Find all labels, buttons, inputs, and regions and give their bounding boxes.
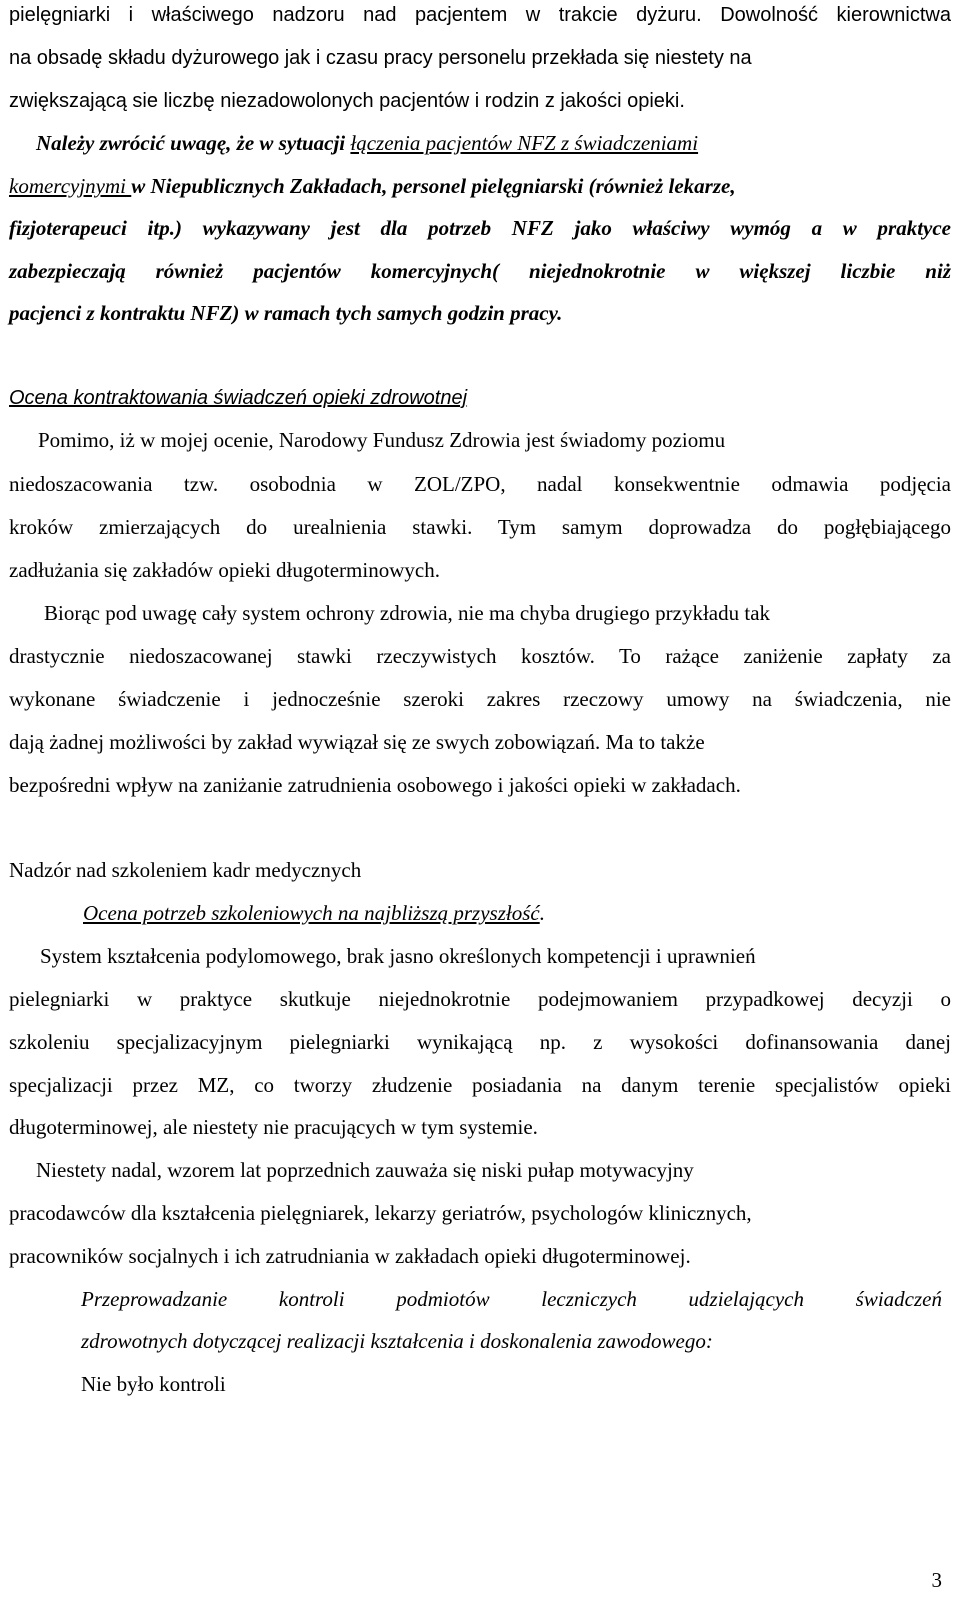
- control-heading-line-1: Przeprowadzanie kontroli podmiotów leczniczych udzielających świadczeń: [81, 1287, 942, 1311]
- intro-line-1: pielęgniarki i właściwego nadzoru nad pacjentem w trakcie dyżuru. Dowolność kierownictwa: [9, 4, 951, 26]
- nfz-note-line-3: fizjoterapeuci itp.) wykazywany jest dla potrzeb NFZ jako właściwy wymóg a w praktyce: [9, 216, 951, 240]
- training-subheading: [83, 903, 951, 924]
- page-number: 3: [931, 1568, 942, 1592]
- training-para1-line-3: szkoleniu specjalizacyjnym pielegniarki wynikającą np. z wysokości dofinansowania danej: [9, 1030, 951, 1054]
- contracting-heading: Ocena kontraktowania świadczeń opieki zdrowotnej: [9, 387, 468, 409]
- nfz-note-line-5: pacjenci z kontraktu NFZ) w ramach tych samych godzin pracy.: [9, 301, 563, 325]
- control-result: Nie było kontroli: [81, 1372, 226, 1396]
- contracting-para2-line-3: wykonane świadczenie i jednocześnie szeroki zakres rzeczowy umowy na świadczenia, nie: [9, 687, 951, 711]
- training-para1-line-1: System kształcenia podylomowego, brak jasno określonych kompetencji i uprawnień: [40, 944, 756, 968]
- training-para2-line-1: Niestety nadal, wzorem lat poprzednich zauważa się niski pułap motywacyjny: [36, 1158, 694, 1182]
- contracting-para2-line-4: dają żadnej możliwości by zakład wywiązał się ze swych zobowiązań. Ma to także: [9, 730, 705, 754]
- nfz-note-underlined-1: łączenia pacjentów NFZ z świadczeniami: [350, 131, 699, 155]
- training-subheading-period: .: [539, 901, 545, 925]
- nfz-note-underlined-2: komercyjnymi: [9, 174, 132, 198]
- contracting-para2-line-2: drastycznie niedoszacowanej stawki rzeczywistych kosztów. To rażące zaniżenie zapłaty za: [9, 644, 951, 668]
- contracting-para1-line-1: Pomimo, iż w mojej ocenie, Narodowy Fundusz Zdrowia jest świadomy poziomu: [38, 428, 726, 452]
- training-para2-line-2: pracodawców dla kształcenia pielęgniarek, lekarzy geriatrów, psychologów klinicznych,: [9, 1201, 752, 1225]
- training-para1-line-2: pielegniarki w praktyce skutkuje niejednokrotnie podejmowaniem przypadkowej decyzji o: [9, 987, 951, 1011]
- nfz-note-line-4: zabezpieczają również pacjentów komercyjnych( niejednokrotnie w większej liczbie niż: [9, 259, 951, 283]
- nfz-note-line-1: [36, 133, 951, 154]
- nfz-note-suffix: w Niepublicznych Zakładach, personel pielęgniarski (również lekarze,: [131, 174, 736, 198]
- control-heading-line-2: zdrowotnych dotyczącej realizacji kształcenia i doskonalenia zawodowego:: [81, 1329, 713, 1353]
- contracting-para2-line-5: bezpośredni wpływ na zaniżanie zatrudnienia osobowego i jakości opieki w zakładach.: [9, 773, 741, 797]
- training-subheading-text: Ocena potrzeb szkoleniowych na najbliższą przyszłość: [83, 901, 540, 925]
- contracting-para1-line-4: zadłużania się zakładów opieki długoterminowych.: [9, 558, 440, 582]
- contracting-para1-line-2: niedoszacowania tzw. osobodnia w ZOL/ZPO, nadal konsekwentnie odmawia podjęcia: [9, 472, 951, 496]
- intro-line-3: zwiększającą sie liczbę niezadowolonych pacjentów i rodzin z jakości opieki.: [9, 90, 685, 112]
- nfz-note-line-2: [9, 176, 951, 197]
- nfz-note-prefix: Należy zwrócić uwagę, że w sytuacji: [36, 131, 351, 155]
- training-heading: Nadzór nad szkoleniem kadr medycznych: [9, 858, 362, 882]
- training-para1-line-4: specjalizacji przez MZ, co tworzy złudzenie posiadania na danym terenie specjalistów opieki: [9, 1073, 951, 1097]
- training-para2-line-3: pracowników socjalnych i ich zatrudniania w zakładach opieki długoterminowej.: [9, 1244, 691, 1268]
- contracting-para2-line-1: Biorąc pod uwagę cały system ochrony zdrowia, nie ma chyba drugiego przykładu tak: [44, 601, 771, 625]
- intro-line-2: na obsadę składu dyżurowego jak i czasu pracy personelu przekłada się niestety na: [9, 47, 752, 69]
- training-para1-line-5: długoterminowej, ale niestety nie pracujących w tym systemie.: [9, 1115, 538, 1139]
- contracting-para1-line-3: kroków zmierzających do urealnienia stawki. Tym samym doprowadza do pogłębiającego: [9, 515, 951, 539]
